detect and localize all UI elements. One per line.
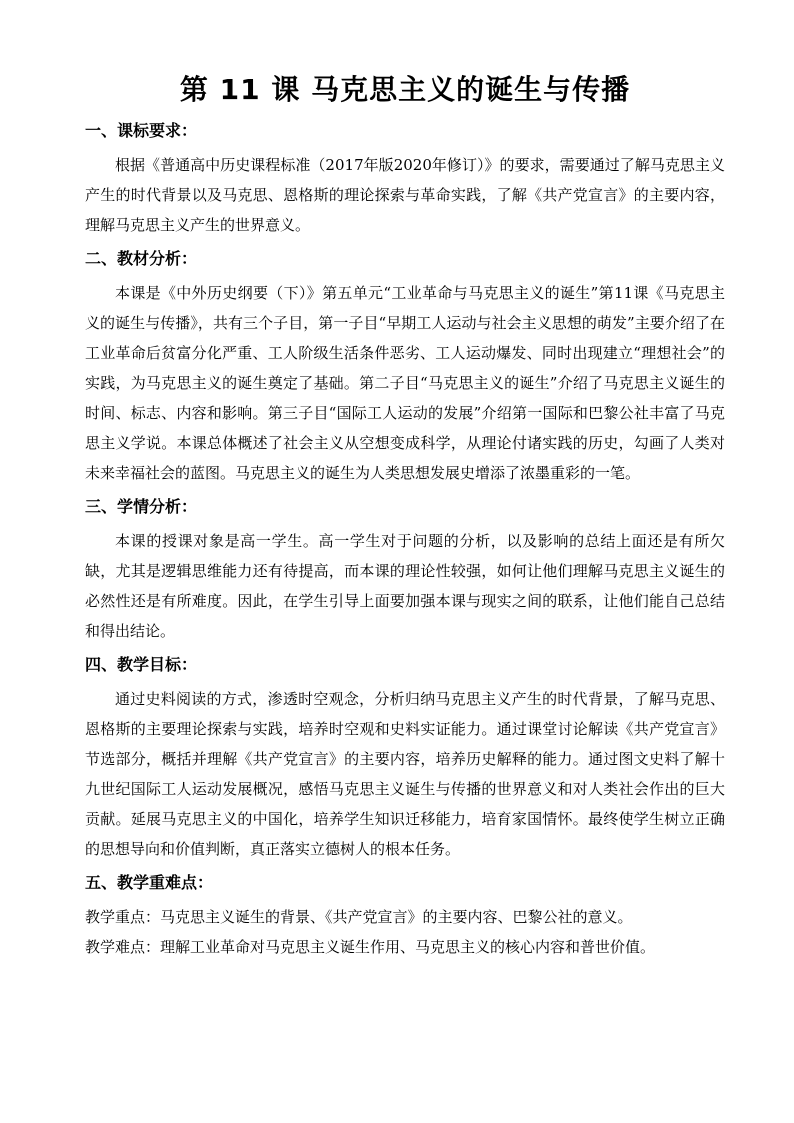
section-textbook-analysis: [85, 246, 725, 488]
section-student-analysis: [85, 494, 725, 646]
section-teaching-objectives: [85, 652, 725, 864]
document-title: 第 11 课 马克思主义的诞生与传播: [179, 73, 631, 106]
section-curriculum-requirements: [85, 118, 725, 240]
key-points-line: 教学重点：马克思主义诞生的背景、《共产党宣言》的主要内容、巴黎公社的意义。: [85, 908, 633, 926]
section-heading: 三、学情分析：: [85, 497, 198, 516]
section-paragraph: 本课的授课对象是高一学生。高一学生对于问题的分析，以及影响的总结上面还是有所欠缺，尤其是逻辑思维能力还有待提高，而本课的理论性较强，如何让他们理解马克思主义诞生的必然性还是有所难度。因此，在学生引导上面要加强本课与现实之间的联系，让他们能自己总结和得出结论。: [85, 532, 725, 640]
section-paragraph: 通过史料阅读的方式，渗透时空观念，分析归纳马克思主义产生的时代背景，了解马克思、恩格斯的主要理论探索与实践，培养时空观和史料实证能力。通过课堂讨论解读《共产党宣言》节选部分，概括并理解《共产党宣言》的主要内容，培养历史解释的能力。通过图文史料了解十九世纪国际工人运动发展概况，感悟马克思主义诞生与传播的世界意义和对人类社会作出的巨大贡献。延展马克思主义的中国化，培养学生知识迁移能力，培育家国情怀。最终使学生树立正确的思想导向和价值判断，真正落实立德树人的根本任务。: [85, 690, 725, 858]
section-paragraph: 本课是《中外历史纲要（下）》第五单元“工业革命与马克思主义的诞生”第11课《马克思主义的诞生与传播》，共有三个子目，第一子目“早期工人运动与社会主义思想的萌发”主要介绍了在工业革命后贫富分化严重、工人阶级生活条件恶劣、工人运动爆发、同时出现建立“理想社会”的实践，为马克思主义的诞生奠定了基础。第二子目“马克思主义的诞生”介绍了马克思主义诞生的时间、标志、内容和影响。第三子目“国际工人运动的发展”介绍第一国际和巴黎公社丰富了马克思主义学说。本课总体概述了社会主义从空想变成科学，从理论付诸实践的历史，勾画了人类对未来幸福社会的蓝图。马克思主义的诞生为人类思想发展史增添了浓墨重彩的一笔。: [85, 284, 725, 482]
section-paragraph: 根据《普通高中历史课程标准（2017年版2020年修订）》的要求，需要通过了解马克思主义产生的时代背景以及马克思、恩格斯的理论探索与革命实践，了解《共产党宣言》的主要内容，理解马克思主义产生的世界意义。: [85, 156, 725, 234]
difficult-points-line: 教学难点：理解工业革命对马克思主义诞生作用、马克思主义的核心内容和普世价值。: [85, 938, 656, 956]
section-heading: 四、教学目标：: [85, 655, 198, 674]
document-page: [85, 68, 725, 962]
section-key-difficult-points: [85, 870, 725, 962]
section-heading: 二、教材分析：: [85, 249, 198, 268]
section-heading: 一、课标要求：: [85, 121, 198, 140]
section-heading: 五、教学重难点：: [85, 873, 214, 892]
